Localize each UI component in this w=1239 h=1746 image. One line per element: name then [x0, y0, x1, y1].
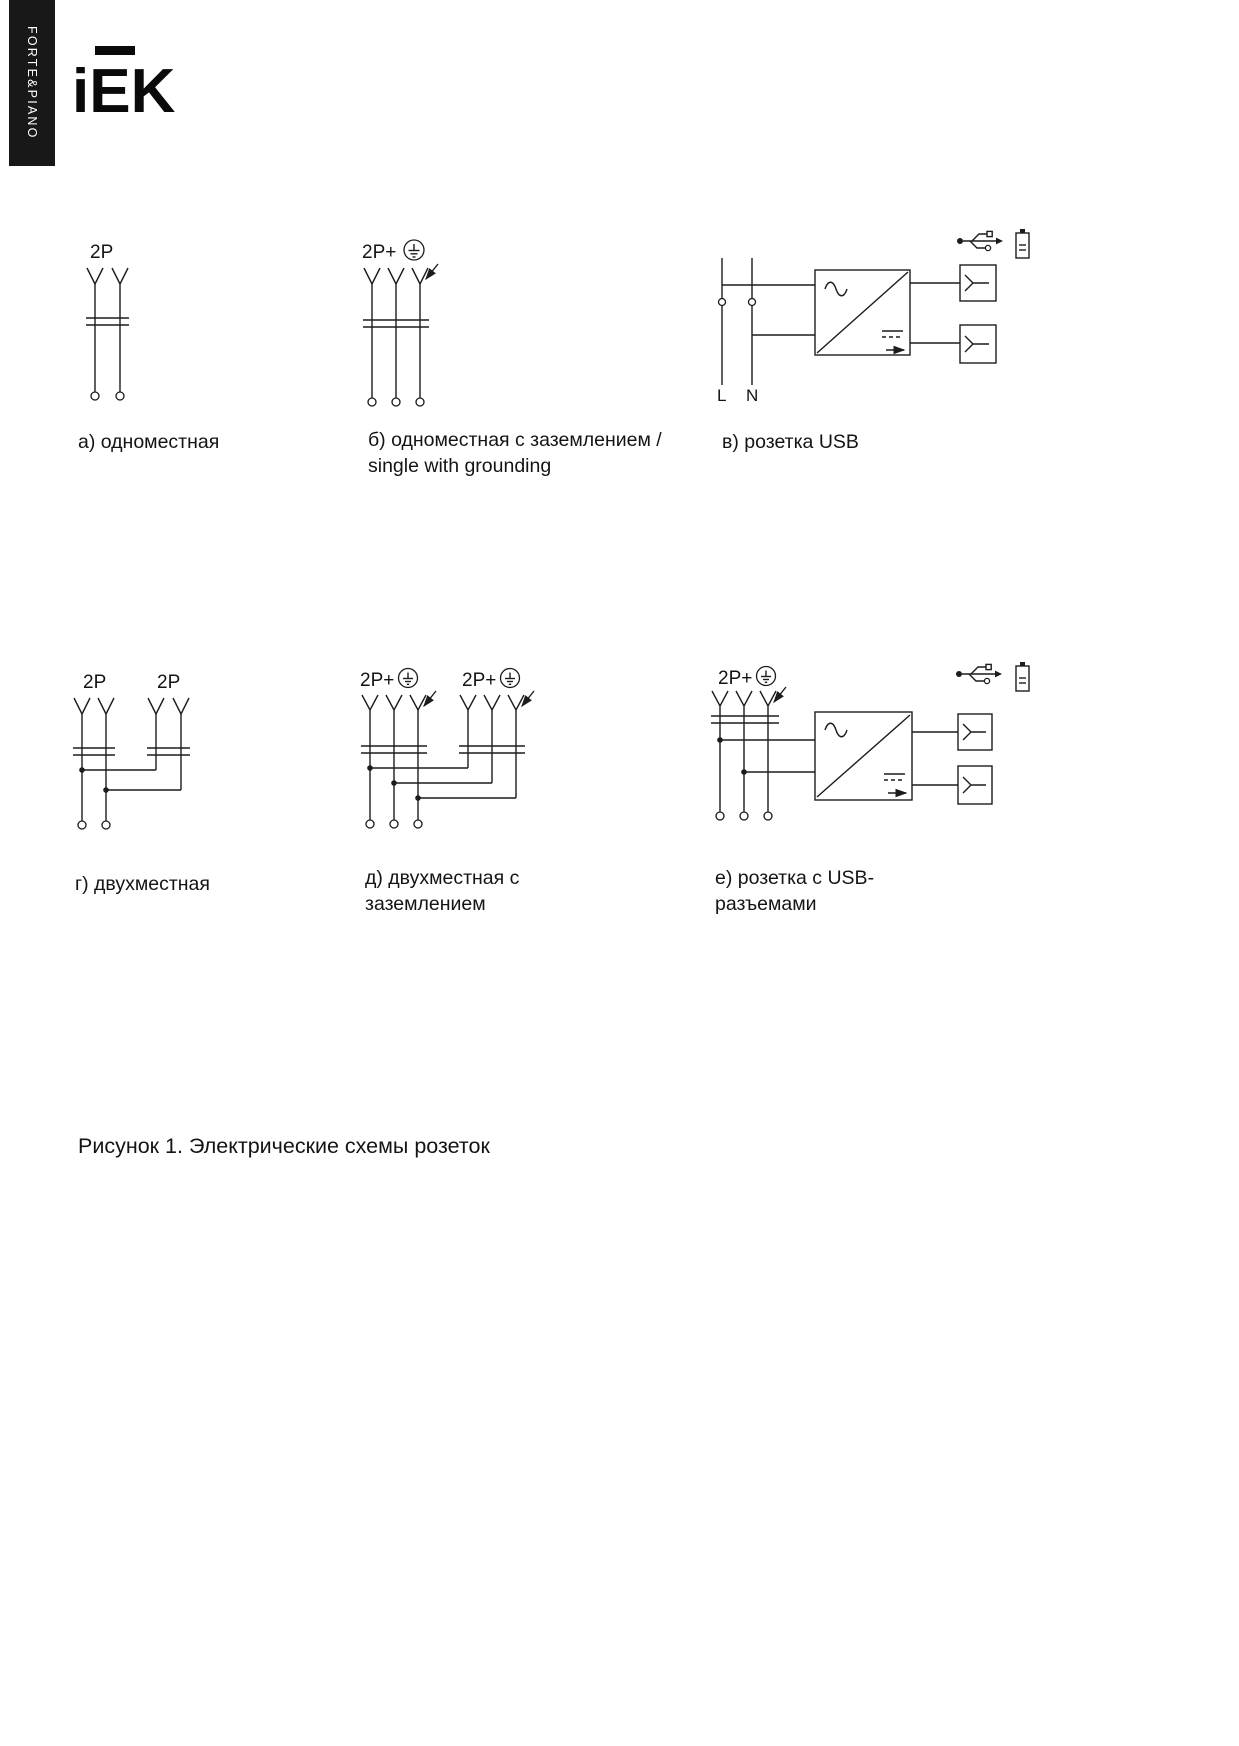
terminal-circle: [91, 392, 99, 400]
junction-dot: [391, 780, 397, 786]
junction-dot: [367, 765, 373, 771]
terminal-circle: [764, 812, 772, 820]
logo-macron-bar: [95, 46, 135, 55]
pole-label-right: 2P+: [462, 670, 497, 691]
double-grounded-socket-symbol: [361, 691, 534, 828]
grounded-socket-symbol: [711, 687, 815, 820]
neutral-terminal-label: N: [746, 386, 759, 405]
terminal-circle: [414, 820, 422, 828]
ground-icon: [757, 667, 776, 686]
acdc-converter-box: [815, 270, 910, 355]
ac-sine-symbol: [825, 282, 847, 296]
caption-d: [365, 866, 519, 918]
caption-d-line1: д) двухместная с: [365, 867, 520, 889]
usb-trident-icon: [956, 664, 1002, 683]
diagram-double-socket: [60, 662, 270, 847]
battery-icon: [1016, 662, 1029, 691]
pe-contact-arrow: [424, 691, 436, 706]
iek-logo-graphic: [72, 44, 204, 118]
usb-port-icon: [963, 777, 986, 793]
ground-icon: [404, 240, 424, 260]
terminal-circle: [390, 820, 398, 828]
terminal-circle: [749, 299, 756, 306]
junction-dot: [79, 767, 85, 773]
logo-text: iEK: [72, 57, 176, 118]
ground-icon: [399, 669, 418, 688]
diagram-usb-socket: [700, 225, 1045, 417]
diagram-socket-with-usb: [700, 660, 1045, 855]
usb-output-ports: [910, 265, 996, 363]
pe-contact-arrow: [774, 687, 786, 702]
caption-b-line2: single with grounding: [368, 454, 552, 477]
series-spine-bar: [9, 0, 55, 166]
series-spine-label: FORTE&PIANO: [25, 26, 39, 140]
caption-v: [722, 430, 859, 456]
acdc-converter-box: [815, 712, 912, 800]
caption-b-line1: б) одноместная с заземлением /: [368, 429, 662, 451]
terminal-circle: [366, 820, 374, 828]
pole-label: 2P+: [362, 242, 397, 263]
caption-e-line2: разъемами: [715, 892, 817, 915]
line-terminal-label: L: [717, 386, 727, 405]
pole-label-right: 2P: [157, 672, 181, 693]
caption-b: [368, 428, 662, 480]
supply-lines: [719, 258, 816, 385]
usb-port-icon: [965, 275, 989, 291]
battery-icon: [1016, 229, 1029, 258]
terminal-circle: [116, 392, 124, 400]
pe-contact-arrow: [426, 264, 438, 279]
pole-label: 2P+: [718, 668, 753, 689]
terminal-circle: [368, 398, 376, 406]
terminal-circle: [392, 398, 400, 406]
caption-d-line2: заземлением: [365, 892, 486, 915]
usb-trident-icon: [957, 231, 1003, 250]
caption-g-text: г) двухместная: [75, 873, 210, 895]
pole-label: 2P: [90, 242, 114, 263]
diagram-single-socket-grounded: [350, 232, 500, 417]
terminal-circle: [416, 398, 424, 406]
diagram-single-socket: [60, 232, 260, 417]
pe-contact-arrow: [522, 691, 534, 706]
pole-label-left: 2P: [83, 672, 107, 693]
caption-g: [75, 872, 210, 898]
ac-sine-symbol: [825, 723, 847, 737]
caption-v-text: в) розетка USB: [722, 431, 859, 453]
double-socket-symbol: [73, 698, 190, 829]
usb-port-icon: [963, 724, 986, 740]
single-socket-symbol: [86, 268, 129, 400]
ground-icon: [501, 669, 520, 688]
junction-dot: [103, 787, 109, 793]
grounded-socket-symbol: [363, 264, 438, 406]
diagram-double-socket-grounded: [350, 662, 550, 847]
caption-a: [78, 430, 219, 456]
iek-logo: [72, 44, 204, 123]
terminal-circle: [78, 821, 86, 829]
terminal-circle: [740, 812, 748, 820]
caption-e-line1: е) розетка с USB-: [715, 867, 875, 889]
caption-e: [715, 866, 874, 918]
usb-output-ports: [912, 714, 992, 804]
terminal-circle: [102, 821, 110, 829]
junction-dot: [415, 795, 421, 801]
figure-caption: Рисунок 1. Электрические схемы розеток: [78, 1134, 490, 1158]
terminal-circle: [719, 299, 726, 306]
caption-a-text: а) одноместная: [78, 431, 220, 453]
terminal-circle: [716, 812, 724, 820]
pole-label-left: 2P+: [360, 670, 395, 691]
usb-port-icon: [965, 336, 989, 352]
